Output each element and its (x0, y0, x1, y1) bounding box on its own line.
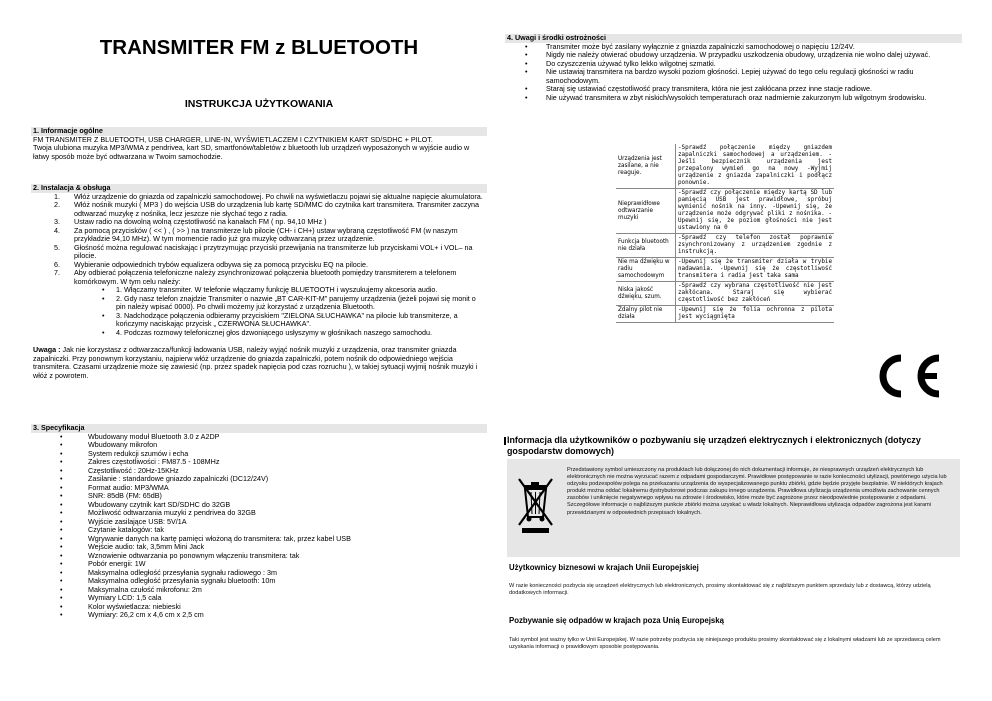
list-item: • Wymiary: 26,2 cm x 4,6 cm x 2,5 cm (33, 611, 485, 620)
section-heading: 1. Informacje ogólne (31, 127, 487, 136)
list-item: 3. Ustaw radio na dowolną wolną częstotliwość na kanałach FM ( np. 94,10 MHz ) (54, 217, 327, 226)
business-users-heading: Użytkownicy biznesowi w krajach Unii Europejskiej (509, 563, 699, 572)
troubleshooting-table (616, 144, 834, 323)
list-item: 5. Głośność można regulować naciskając i przytrzymując przyciski przewijania na transmiterze lub przyciskami VOL+ i VOL– na pilocie. (54, 242, 473, 260)
problem-cell: Zdalny pilot nie działa (616, 306, 676, 323)
list-item: • Maksymalna czułość mikrofonu: 2m (33, 586, 485, 595)
list-item: • Wgrywanie danych na kartę pamięci włożoną do transmitera: tak, przez kabel USB (33, 535, 485, 544)
list-item: 7. Aby odbierać połączenia telefoniczne należy zsynchronizować połączenia bluetooth pomiędzy transmiterem a telefonem komórkowym. W tym celu należy: (54, 268, 457, 286)
warnings-list (507, 43, 960, 103)
list-item: • 4. Podczas rozmowy telefonicznej głos dzwoniącego usłyszymy w głośnikach naszego samochodu. (33, 329, 485, 338)
list-item: • Wznowienie odtwarzania po ponownym włączeniu transmitera: tak (33, 552, 485, 561)
problem-cell: Nie ma dźwięku w radiu samochodowym (616, 258, 676, 282)
table-row (616, 189, 834, 234)
section-heading: 2. Instalacja & obsługa (31, 184, 487, 193)
solution-cell: -Upewnij się że transmiter działa w trybie nadawania. -Upewnij się że częstotliwość transmitera i radia jest taka sama (676, 258, 835, 282)
list-item: • Zasilanie : standardowe gniazdo zapalniczki (DC12/24V) (33, 475, 485, 484)
list-item: 6. Wybieranie odpowiednich trybów equalizera odbywa się za pomocą przycisku EQ na pilocie. (54, 259, 368, 269)
list-item: • Możliwość odtwarzania muzyki z pendrivea do 32GB (33, 509, 485, 518)
weee-title: Informacja dla użytkowników o pozbywaniu się urządzeń elektrycznych i elektronicznych (dotyczy gospodarstw domowych) (507, 435, 921, 456)
note-text: Jak nie korzystasz z odtwarzacza/funkcji ładowania USB, należy wyjąć nośnik muzyki z urządzenia, oraz transmiter gniazda zapalniczki. Przy ponownym korzystaniu, najpierw włóż urządzenie do gniazda zapalniczki, potem nośnik do odpowiedniego wejścia transmitera. Czasami urządzenie może się zawiesić (np. przez spadek napięcia pod czas rozruchu ), w takiej sytuacji wyjmij nośnik muzyki i włóż z powrotem. (33, 345, 478, 380)
section-installation (33, 184, 485, 380)
problem-cell: Funkcja bluetooth nie działa (616, 234, 676, 258)
list-item: • 1. Włączamy transmiter. W telefonie włączamy funkcję BLUETOOTH i wyszukujemy akcesoria audio. (33, 286, 485, 295)
section-heading: 4. Uwagi i środki ostrożności (505, 34, 962, 43)
list-item: • 3. Nadchodzące połączenia odbieramy przyciskiem "ZIELONA SŁUCHAWKA" na pilocie lub transmiterze, a kończymy naciskając przycisk „ CZERWONA SŁUCHAWKA". (33, 312, 485, 329)
section-general-info (33, 127, 485, 161)
list-item: 2. Włóż nośnik muzyki ( MP3 ) do wejścia USB do urządzenia lub kartę SD/MMC do czytnika kart transmitera. Transmiter zaczyna odtwarzać muzykę z nośnika, lecz jeszcze nie słychać tego z radia. (54, 200, 480, 218)
table-row (616, 234, 834, 258)
list-item: • Częstotliwość : 20Hz-15KHz (33, 467, 485, 476)
list-item: • Format audio: MP3/WMA (33, 484, 485, 493)
list-item: • 2. Gdy nasz telefon znajdzie Transmiter o nazwie „BT CAR-KIT-M” parujemy urządzenia (jeżeli pojawi się monit o pin należy wpisać 0000). Po chwili możemy już korzystać z urządzenia Bluetooth. (33, 295, 485, 312)
section-heading: 3. Specyfikacja (31, 424, 487, 433)
non-eu-text: Taki symbol jest ważny tylko w Unii Europejskej. W razie potrzeby pozbycia się niniejszego produktu prosimy skontaktować się z lokalnymi władzami lub ze sprzedawcą celem uzyskania informacji o prawidłowym sposobie postępowania. (509, 637, 941, 651)
note-paragraph (33, 346, 485, 380)
weee-info-box (507, 459, 960, 557)
list-item: • Wbudowany mikrofon (33, 441, 485, 450)
list-item: • System redukcji szumów i echa (33, 450, 485, 459)
section-specification (33, 424, 485, 620)
install-steps-list (33, 193, 485, 287)
list-item: • Wbudowany moduł Bluetooth 3.0 z A2DP (33, 433, 485, 442)
list-item: • Do czyszczenia używać tylko lekko wilgotnej szmatki. (507, 60, 960, 69)
solution-cell: -Sprawdź czy wybrana częstotliwość nie jest zakłócana. Staraj się wybierać częstotliwość bez zakłóceń (676, 282, 835, 306)
list-item: • Nie używać transmitera w zbyt niskich/wysokich temperaturach oraz nadmiernie zakurzonym lub wilgotnym środowisku. (507, 94, 960, 103)
spec-list (33, 433, 485, 620)
problem-cell: Niska jakość dźwięku, szum. (616, 282, 676, 306)
list-item: • Wymiary LCD: 1,5 cala (33, 594, 485, 603)
weee-description: Przedstawiony symbol umieszczony na produktach lub dołączonej do nich dokumentacji informuje, że niesprawnych urządzeń elektrycznych lub elektronicznych nie można wyrzucać razem z odpadami gospodarczymi. Prawidłowe postępowanie w razie konieczności utylizacji, powtórnego użycia lub odzysku podzespołów polega na przekazaniu urządzenia do wyspecjalizowanego punktu zbiórki, gdzie będzie przyjęte bezpłatnie. W niektórych krajach produkt można oddać lokalnemu dystrybutorowi podczas zakupu innego urządzenia. Prawidłowa utylizacja urządzenia umożliwia zachowanie cennych zasobów i uniknięcie negatywnego wpływu na zdrowie i środowisko, które może być zagrożone przez nieodpowiednie postępowanie z odpadami. Szczegółowe informacje o najbliższym punkcie zbiórki można uzyskać u władz lokalnych. Nieprawidłowa utylizacja odpadów zagrożona jest karami przewidzianymi w odpowiednich przepisach lokalnych. (567, 467, 947, 516)
heading-marker (504, 437, 506, 445)
solution-cell: -Sprawdź czy telefon został poprawnie zsynchronizowany z urządzeniem zgodnie z instrukcją. (676, 234, 835, 258)
list-item: 4. Za pomocą przycisków ( << ) , ( >> ) na transmiterze lub pilocie (CH- i CH+) ustaw wybraną częstotliwość FM (w naszym przykładzie 94,10 MHz). W tym momencie radio już gra muzykę odtwarzaną przez urządzenie. (54, 225, 458, 243)
list-item: • Wbudowany czytnik kart SD/SDHC do 32GB (33, 501, 485, 510)
paragraph: Twoja ulubiona muzyka MP3/WMA z pendrivea, kart SD, smartfonów/tabletów z bluetooth lub urządzeń wyposażonych w wyjście audio w łatwy sposób może być odtwarzana w Twoim samochodzie. (33, 143, 470, 161)
business-users-text: W razie konieczności pozbycia się urządzeń elektrycznych lub elektronicznych, prosimy skontaktować się z najbliższym punktem sprzedaży lub z dostawcą, którzy udzielą dodatkowych informacji. (509, 583, 931, 597)
ce-mark-icon (869, 352, 945, 400)
document-subtitle: INSTRUKCJA UŻYTKOWANIA (184, 98, 334, 110)
non-eu-heading: Pozbywanie się odpadów w krajach poza Unią Europejską (509, 616, 724, 625)
table-row (616, 282, 834, 306)
list-item: • Czytanie katalogów: tak (33, 526, 485, 535)
solution-cell: -Sprawdź połączenie między gniazdem zapalniczki samochodowej a urządzeniem. -Jeśli bezpiecznik urządzenia jest przepalony wymień go na nowy -Wyjmij urządzenie z gniazda zapalniczki i podłącz ponownie. (676, 144, 835, 189)
paragraph: FM TRANSMITER Z BLUETOOTH, USB CHARGER, LINE-IN, WYŚWIETLACZEM I CZYTNIKIEM KART SD/SDHC + PILOT. (33, 134, 433, 144)
list-item: • Wyjście zasilające USB: 5V/1A (33, 518, 485, 527)
list-item: • Zakres częstotliwości : FM87.5 - 108MHz (33, 458, 485, 467)
note-label: Uwaga : (33, 345, 61, 354)
list-item: • SNR: 85dB (FM: 65dB) (33, 492, 485, 501)
list-item: • Nie ustawiaj transmitera na bardzo wysoki poziom głośności. Lepiej używać do tego celu regulacji głośności w radiu samochodowym. (507, 68, 960, 85)
list-item: • Maksymalna odległość przesyłania sygnału bluetooth: 10m (33, 577, 485, 586)
section-warnings (507, 34, 960, 102)
list-item: • Maksymalna odległość przesyłania sygnału radiowego : 3m (33, 569, 485, 578)
problem-cell: Urządzenia jest zasilane, a nie reaguje. (616, 144, 676, 189)
list-item: • Pobór energii: 1W (33, 560, 485, 569)
list-item: • Nigdy nie należy otwierać obudowy urządzenia. W przypadku uszkodzenia obudowy, urządzenia nie wolno dalej używać. (507, 51, 960, 60)
problem-cell: Nieprawidłowe odtwarzanie muzyki (616, 189, 676, 234)
list-item: • Kolor wyświetlacza: niebieski (33, 603, 485, 612)
bluetooth-steps-list (33, 286, 485, 337)
table-row (616, 258, 834, 282)
table-row (616, 306, 834, 323)
crossed-bin-icon (516, 475, 556, 535)
solution-cell: -Sprawdź czy połączenie między kartą SD lub pamięcią USB jest prawidłowe, spróbuj wymienić nośnik na inny. -Upewnij się, że urządzenie może odgrywać pliki z nośnika. -Upewnij się, że poziom głośności nie jest ustawiony na 0 (676, 189, 835, 234)
solution-cell: -Upewnij się że folia ochronna z pilota jest wyciągnięta (676, 306, 835, 323)
list-item: • Transmiter może być zasilany wyłącznie z gniazda zapalniczki samochodowej o napięciu 12/24V. (507, 43, 960, 52)
table-row (616, 144, 834, 189)
document-title: TRANSMITER FM z BLUETOOTH (99, 36, 419, 59)
list-item: • Staraj się ustawiać częstotliwość pracy transmitera, która nie jest zakłócana przez inne stacje radiowe. (507, 85, 960, 94)
list-item: • Wejście audio: tak, 3,5mm Mini Jack (33, 543, 485, 552)
list-item: 1. Włóż urządzenie do gniazda od zapalniczki samochodowej. Po chwili na wyświetlaczu pojawi się aktualne napięcie akumulatora. (54, 191, 483, 201)
